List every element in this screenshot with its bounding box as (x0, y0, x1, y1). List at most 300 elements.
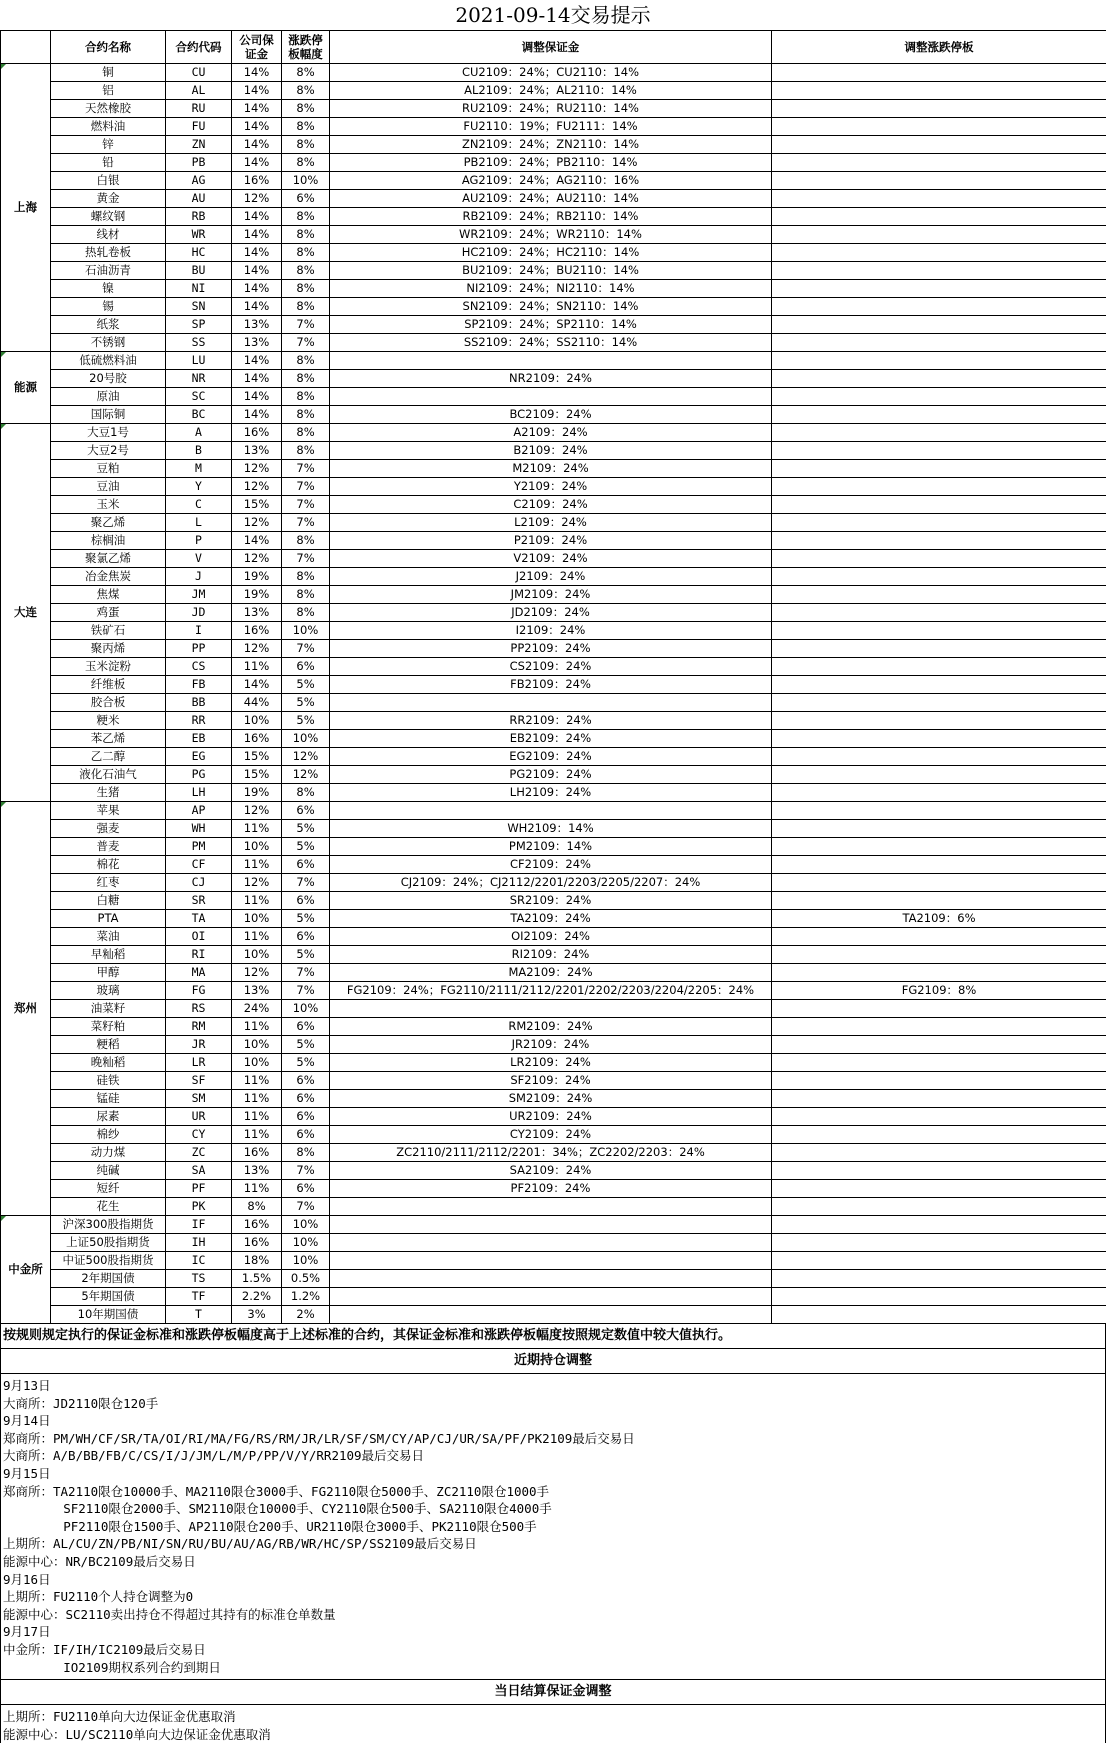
table-row (1, 190, 1106, 208)
adjusted-margin-cell: ZC2110/2111/2112/2201：34%；ZC2202/2203：24% (330, 1144, 772, 1162)
contract-code-cell: UR (166, 1108, 232, 1126)
table-row (1, 856, 1106, 874)
adjusted-limit-cell (772, 1108, 1106, 1126)
notice-line: IO2109期权系列合约到期日 (3, 1659, 221, 1675)
adjusted-margin-cell: JR2109：24% (330, 1036, 772, 1054)
adjusted-margin-cell: SF2109：24% (330, 1072, 772, 1090)
contract-code-cell: PM (166, 838, 232, 856)
contract-code-cell: BU (166, 262, 232, 280)
adjusted-margin-cell: JD2109：24% (330, 604, 772, 622)
table-row (1, 1180, 1106, 1198)
adjusted-margin-cell: M2109：24% (330, 460, 772, 478)
limit-range-cell: 6% (282, 892, 330, 910)
table-row (1, 964, 1106, 982)
contract-name-cell: 铁矿石 (51, 622, 166, 640)
company-margin-cell: 12% (232, 460, 282, 478)
table-row (1, 424, 1106, 442)
adjusted-margin-cell: CS2109：24% (330, 658, 772, 676)
table-row (1, 784, 1106, 802)
adjusted-margin-cell: EG2109：24% (330, 748, 772, 766)
adjusted-margin-cell (330, 1288, 772, 1306)
company-margin-cell: 15% (232, 748, 282, 766)
company-margin-cell: 2.2% (232, 1288, 282, 1306)
table-row (1, 1018, 1106, 1036)
table-row (1, 1306, 1106, 1324)
adjusted-margin-cell: PP2109：24% (330, 640, 772, 658)
table-row (1, 1036, 1106, 1054)
table-row (1, 604, 1106, 622)
contract-code-cell: BC (166, 406, 232, 424)
contract-code-cell: ZC (166, 1144, 232, 1162)
contract-name-cell: 石油沥青 (51, 262, 166, 280)
table-row (1, 838, 1106, 856)
adjusted-margin-cell (330, 694, 772, 712)
limit-range-cell: 7% (282, 1162, 330, 1180)
contract-name-cell: 硅铁 (51, 1072, 166, 1090)
adjusted-limit-cell: TA2109：6% (772, 910, 1106, 928)
adjusted-margin-cell: RM2109：24% (330, 1018, 772, 1036)
adjusted-margin-cell: OI2109：24% (330, 928, 772, 946)
contract-code-cell: HC (166, 244, 232, 262)
company-margin-cell: 13% (232, 442, 282, 460)
adjusted-margin-cell: RI2109：24% (330, 946, 772, 964)
adjusted-limit-cell (772, 1234, 1106, 1252)
company-margin-cell: 14% (232, 208, 282, 226)
company-margin-cell: 13% (232, 1162, 282, 1180)
limit-range-cell: 8% (282, 226, 330, 244)
contract-code-cell: TA (166, 910, 232, 928)
adjusted-margin-cell (330, 1216, 772, 1234)
contract-name-cell: 豆粕 (51, 460, 166, 478)
contract-name-cell: 豆油 (51, 478, 166, 496)
adjusted-limit-cell (772, 100, 1106, 118)
company-margin-cell: 12% (232, 874, 282, 892)
limit-range-cell: 8% (282, 1144, 330, 1162)
contract-code-cell: RU (166, 100, 232, 118)
limit-range-cell: 8% (282, 784, 330, 802)
contract-name-cell: 花生 (51, 1198, 166, 1216)
company-margin-cell: 11% (232, 1126, 282, 1144)
contract-code-cell: EB (166, 730, 232, 748)
contract-name-cell: 乙二醇 (51, 748, 166, 766)
adjusted-limit-cell (772, 640, 1106, 658)
adjusted-limit-cell (772, 802, 1106, 820)
adjusted-limit-cell (772, 190, 1106, 208)
table-row (1, 910, 1106, 928)
limit-range-cell: 8% (282, 442, 330, 460)
adjusted-limit-cell (772, 730, 1106, 748)
adjusted-limit-cell (772, 1144, 1106, 1162)
contract-code-cell: LH (166, 784, 232, 802)
contract-code-cell: Y (166, 478, 232, 496)
adjusted-limit-cell (772, 406, 1106, 424)
adjusted-limit-cell (772, 244, 1106, 262)
contract-name-cell: 锡 (51, 298, 166, 316)
contract-name-cell: 生猪 (51, 784, 166, 802)
contract-code-cell: A (166, 424, 232, 442)
contract-name-cell: 玻璃 (51, 982, 166, 1000)
table-row (1, 1054, 1106, 1072)
company-margin-cell: 16% (232, 622, 282, 640)
notice-line: 郑商所：PM/WH/CF/SR/TA/OI/RI/MA/FG/RS/RM/JR/LR/SF/SM/CY/AP/CJ/UR/SA/PF/PK2109最后交易日 (3, 1430, 635, 1446)
contract-name-cell: 铜 (51, 64, 166, 82)
table-row (1, 694, 1106, 712)
contract-name-cell: 强麦 (51, 820, 166, 838)
table-row (1, 298, 1106, 316)
table-row (1, 514, 1106, 532)
contract-name-cell: 纤维板 (51, 676, 166, 694)
contract-code-cell: NI (166, 280, 232, 298)
company-margin-cell: 16% (232, 424, 282, 442)
contract-code-cell: CJ (166, 874, 232, 892)
company-margin-cell: 11% (232, 658, 282, 676)
adjusted-margin-cell: HC2109：24%；HC2110：14% (330, 244, 772, 262)
limit-range-cell: 8% (282, 406, 330, 424)
limit-range-cell: 8% (282, 298, 330, 316)
company-margin-cell: 11% (232, 892, 282, 910)
notice-line: 郑商所：TA2110限仓10000手、MA2110限仓3000手、FG2110限仓5000手、ZC2110限仓1000手 (3, 1483, 550, 1499)
adjusted-margin-cell: BU2109：24%；BU2110：14% (330, 262, 772, 280)
header-contract-name: 合约名称 (51, 31, 166, 64)
table-row (1, 118, 1106, 136)
company-margin-cell: 14% (232, 352, 282, 370)
table-row (1, 928, 1106, 946)
contract-code-cell: IH (166, 1234, 232, 1252)
adjusted-margin-cell: B2109：24% (330, 442, 772, 460)
adjusted-limit-cell (772, 172, 1106, 190)
limit-range-cell: 1.2% (282, 1288, 330, 1306)
adjusted-limit-cell (772, 622, 1106, 640)
contract-code-cell: RS (166, 1000, 232, 1018)
notice-line: PF2110限仓1500手、AP2110限仓200手、UR2110限仓3000手、PK2110限仓500手 (3, 1518, 537, 1534)
adjusted-margin-cell: J2109：24% (330, 568, 772, 586)
adjusted-margin-cell: PF2109：24% (330, 1180, 772, 1198)
contract-name-cell: 纸浆 (51, 316, 166, 334)
limit-range-cell: 10% (282, 1000, 330, 1018)
adjusted-margin-cell: CJ2109：24%；CJ2112/2201/2203/2205/2207：24% (330, 874, 772, 892)
table-row (1, 1144, 1106, 1162)
adjusted-margin-cell: RB2109：24%；RB2110：14% (330, 208, 772, 226)
contract-code-cell: SM (166, 1090, 232, 1108)
contract-code-cell: J (166, 568, 232, 586)
company-margin-cell: 14% (232, 226, 282, 244)
contract-name-cell: 液化石油气 (51, 766, 166, 784)
company-margin-cell: 10% (232, 712, 282, 730)
contract-code-cell: RR (166, 712, 232, 730)
company-margin-cell: 16% (232, 730, 282, 748)
contract-name-cell: 原油 (51, 388, 166, 406)
limit-range-cell: 5% (282, 1054, 330, 1072)
limit-range-cell: 8% (282, 604, 330, 622)
adjusted-margin-cell (330, 1198, 772, 1216)
contract-code-cell: BB (166, 694, 232, 712)
notice-line: 上期所：FU2110个人持仓调整为0 (3, 1589, 194, 1605)
table-row (1, 1252, 1106, 1270)
company-margin-cell: 3% (232, 1306, 282, 1324)
table-row (1, 1234, 1106, 1252)
company-margin-cell: 12% (232, 550, 282, 568)
table-row (1, 1288, 1106, 1306)
adjusted-limit-cell (772, 604, 1106, 622)
adjusted-limit-cell (772, 424, 1106, 442)
company-margin-cell: 12% (232, 802, 282, 820)
table-row (1, 262, 1106, 280)
contract-name-cell: 低硫燃料油 (51, 352, 166, 370)
table-row (1, 136, 1106, 154)
table-row (1, 1090, 1106, 1108)
limit-range-cell: 7% (282, 514, 330, 532)
limit-range-cell: 5% (282, 712, 330, 730)
contract-name-cell: 油菜籽 (51, 1000, 166, 1018)
contract-code-cell: IF (166, 1216, 232, 1234)
limit-range-cell: 8% (282, 136, 330, 154)
rule-notice: 按规则规定执行的保证金标准和涨跌停板幅度高于上述标准的合约，其保证金标准和涨跌停板幅度按照规定数值中较大值执行。 (0, 1324, 1106, 1349)
adjusted-limit-cell (772, 442, 1106, 460)
table-row (1, 208, 1106, 226)
limit-range-cell: 8% (282, 100, 330, 118)
adjusted-margin-cell: SS2109：24%；SS2110：14% (330, 334, 772, 352)
adjusted-limit-cell (772, 118, 1106, 136)
table-row (1, 352, 1106, 370)
company-margin-cell: 14% (232, 676, 282, 694)
contract-code-cell: CS (166, 658, 232, 676)
table-row (1, 406, 1106, 424)
limit-range-cell: 7% (282, 460, 330, 478)
table-row (1, 568, 1106, 586)
contract-code-cell: PP (166, 640, 232, 658)
contract-code-cell: LR (166, 1054, 232, 1072)
adjusted-limit-cell (772, 136, 1106, 154)
table-row (1, 874, 1106, 892)
contract-code-cell: EG (166, 748, 232, 766)
contract-name-cell: 热轧卷板 (51, 244, 166, 262)
limit-range-cell: 8% (282, 370, 330, 388)
limit-range-cell: 0.5% (282, 1270, 330, 1288)
company-margin-cell: 12% (232, 640, 282, 658)
adjusted-margin-cell: CU2109：24%；CU2110：14% (330, 64, 772, 82)
adjusted-margin-cell: LR2109：24% (330, 1054, 772, 1072)
table-row (1, 316, 1106, 334)
table-row (1, 658, 1106, 676)
company-margin-cell: 15% (232, 766, 282, 784)
table-row (1, 1162, 1106, 1180)
contract-name-cell: 20号胶 (51, 370, 166, 388)
table-row (1, 64, 1106, 82)
contract-name-cell: 菜籽粕 (51, 1018, 166, 1036)
contract-code-cell: AP (166, 802, 232, 820)
company-margin-cell: 16% (232, 1234, 282, 1252)
contract-name-cell: 玉米淀粉 (51, 658, 166, 676)
limit-range-cell: 10% (282, 172, 330, 190)
adjusted-limit-cell (772, 748, 1106, 766)
contract-code-cell: RB (166, 208, 232, 226)
contract-code-cell: SN (166, 298, 232, 316)
table-row (1, 730, 1106, 748)
contract-name-cell: 棉花 (51, 856, 166, 874)
exchange-cell: 中金所 (1, 1216, 51, 1324)
adjusted-margin-cell: NI2109：24%；NI2110：14% (330, 280, 772, 298)
notice-line: 9月16日 (3, 1571, 51, 1587)
adjusted-limit-cell (772, 568, 1106, 586)
adjusted-margin-cell: PG2109：24% (330, 766, 772, 784)
contract-code-cell: RI (166, 946, 232, 964)
header-adjusted-limit: 调整涨跌停板 (772, 31, 1106, 64)
adjusted-limit-cell (772, 1252, 1106, 1270)
table-row (1, 1270, 1106, 1288)
limit-range-cell: 10% (282, 1252, 330, 1270)
contract-code-cell: WH (166, 820, 232, 838)
table-header-row (1, 31, 1106, 64)
contract-name-cell: 尿素 (51, 1108, 166, 1126)
adjusted-margin-cell: FG2109：24%；FG2110/2111/2112/2201/2202/2203/2204/2205：24% (330, 982, 772, 1000)
contract-code-cell: AU (166, 190, 232, 208)
table-row (1, 712, 1106, 730)
adjusted-margin-cell: A2109：24% (330, 424, 772, 442)
company-margin-cell: 11% (232, 1090, 282, 1108)
company-margin-cell: 11% (232, 856, 282, 874)
contract-code-cell: PK (166, 1198, 232, 1216)
limit-range-cell: 10% (282, 730, 330, 748)
table-row (1, 460, 1106, 478)
contract-code-cell: SA (166, 1162, 232, 1180)
notice-line: 9月17日 (3, 1624, 51, 1640)
contract-code-cell: I (166, 622, 232, 640)
adjusted-margin-cell: PB2109：24%；PB2110：14% (330, 154, 772, 172)
company-margin-cell: 14% (232, 118, 282, 136)
company-margin-cell: 14% (232, 406, 282, 424)
adjusted-margin-cell: PM2109：14% (330, 838, 772, 856)
company-margin-cell: 19% (232, 586, 282, 604)
contract-code-cell: M (166, 460, 232, 478)
limit-range-cell: 5% (282, 1036, 330, 1054)
company-margin-cell: 11% (232, 1180, 282, 1198)
company-margin-cell: 11% (232, 820, 282, 838)
contract-name-cell: 天然橡胶 (51, 100, 166, 118)
adjusted-margin-cell: NR2109：24% (330, 370, 772, 388)
limit-range-cell: 7% (282, 550, 330, 568)
contract-name-cell: 冶金焦炭 (51, 568, 166, 586)
limit-range-cell: 6% (282, 1126, 330, 1144)
contract-name-cell: 白银 (51, 172, 166, 190)
contract-name-cell: 聚丙烯 (51, 640, 166, 658)
header-limit-range: 涨跌停板幅度 (282, 31, 330, 64)
contract-name-cell: 粳稻 (51, 1036, 166, 1054)
table-row (1, 586, 1106, 604)
contract-name-cell: 棕榈油 (51, 532, 166, 550)
adjusted-limit-cell (772, 892, 1106, 910)
table-row (1, 370, 1106, 388)
notice-line: 9月14日 (3, 1413, 51, 1429)
adjusted-margin-cell: LH2109：24% (330, 784, 772, 802)
contract-code-cell: AL (166, 82, 232, 100)
adjusted-limit-cell (772, 1180, 1106, 1198)
contract-name-cell: 晚籼稻 (51, 1054, 166, 1072)
contract-name-cell: 聚氯乙烯 (51, 550, 166, 568)
company-margin-cell: 14% (232, 244, 282, 262)
adjusted-margin-cell (330, 352, 772, 370)
adjusted-margin-cell: RU2109：24%；RU2110：14% (330, 100, 772, 118)
adjusted-margin-cell: AU2109：24%；AU2110：14% (330, 190, 772, 208)
contract-code-cell: CF (166, 856, 232, 874)
exchange-cell: 能源 (1, 352, 51, 424)
company-margin-cell: 16% (232, 172, 282, 190)
limit-range-cell: 7% (282, 334, 330, 352)
limit-range-cell: 8% (282, 352, 330, 370)
contract-name-cell: 不锈钢 (51, 334, 166, 352)
contract-name-cell: PTA (51, 910, 166, 928)
contract-code-cell: JD (166, 604, 232, 622)
contract-code-cell: T (166, 1306, 232, 1324)
adjusted-limit-cell (772, 352, 1106, 370)
limit-range-cell: 6% (282, 856, 330, 874)
contract-code-cell: TS (166, 1270, 232, 1288)
header-adjusted-margin: 调整保证金 (330, 31, 772, 64)
contract-code-cell: FU (166, 118, 232, 136)
company-margin-cell: 19% (232, 784, 282, 802)
table-row (1, 676, 1106, 694)
adjusted-margin-cell (330, 388, 772, 406)
contract-code-cell: PG (166, 766, 232, 784)
contract-name-cell: 燃料油 (51, 118, 166, 136)
adjusted-margin-cell: AL2109：24%；AL2110：14% (330, 82, 772, 100)
limit-range-cell: 8% (282, 154, 330, 172)
adjusted-limit-cell (772, 1036, 1106, 1054)
contract-name-cell: 黄金 (51, 190, 166, 208)
contract-name-cell: 聚乙烯 (51, 514, 166, 532)
adjusted-limit-cell (772, 370, 1106, 388)
limit-range-cell: 12% (282, 748, 330, 766)
adjusted-margin-cell: SR2109：24% (330, 892, 772, 910)
adjusted-margin-cell: SM2109：24% (330, 1090, 772, 1108)
adjusted-margin-cell: RR2109：24% (330, 712, 772, 730)
contract-name-cell: 锰硅 (51, 1090, 166, 1108)
table-row (1, 640, 1106, 658)
adjusted-margin-cell: Y2109：24% (330, 478, 772, 496)
adjusted-limit-cell (772, 838, 1106, 856)
contract-code-cell: OI (166, 928, 232, 946)
adjusted-limit-cell (772, 1162, 1106, 1180)
company-margin-cell: 14% (232, 370, 282, 388)
contract-name-cell: 沪深300股指期货 (51, 1216, 166, 1234)
notice-line: SF2110限仓2000手、SM2110限仓10000手、CY2110限仓500手、SA2110限仓4000手 (3, 1501, 552, 1517)
contract-code-cell: SP (166, 316, 232, 334)
exchange-cell: 郑州 (1, 802, 51, 1216)
contract-name-cell: 2年期国债 (51, 1270, 166, 1288)
adjusted-limit-cell (772, 532, 1106, 550)
limit-range-cell: 10% (282, 1216, 330, 1234)
company-margin-cell: 8% (232, 1198, 282, 1216)
adjusted-limit-cell (772, 1090, 1106, 1108)
company-margin-cell: 10% (232, 910, 282, 928)
table-row (1, 1216, 1106, 1234)
contract-code-cell: IC (166, 1252, 232, 1270)
limit-range-cell: 7% (282, 316, 330, 334)
adjusted-limit-cell (772, 694, 1106, 712)
adjusted-margin-cell: SP2109：24%；SP2110：14% (330, 316, 772, 334)
contract-name-cell: 白糖 (51, 892, 166, 910)
limit-range-cell: 5% (282, 946, 330, 964)
adjusted-margin-cell: JM2109：24% (330, 586, 772, 604)
notice-line: 9月13日 (3, 1378, 51, 1393)
limit-range-cell: 8% (282, 244, 330, 262)
adjusted-limit-cell (772, 1072, 1106, 1090)
adjusted-limit-cell (772, 496, 1106, 514)
company-margin-cell: 44% (232, 694, 282, 712)
company-margin-cell: 11% (232, 1108, 282, 1126)
table-row (1, 892, 1106, 910)
contract-name-cell: 玉米 (51, 496, 166, 514)
limit-range-cell: 6% (282, 1072, 330, 1090)
